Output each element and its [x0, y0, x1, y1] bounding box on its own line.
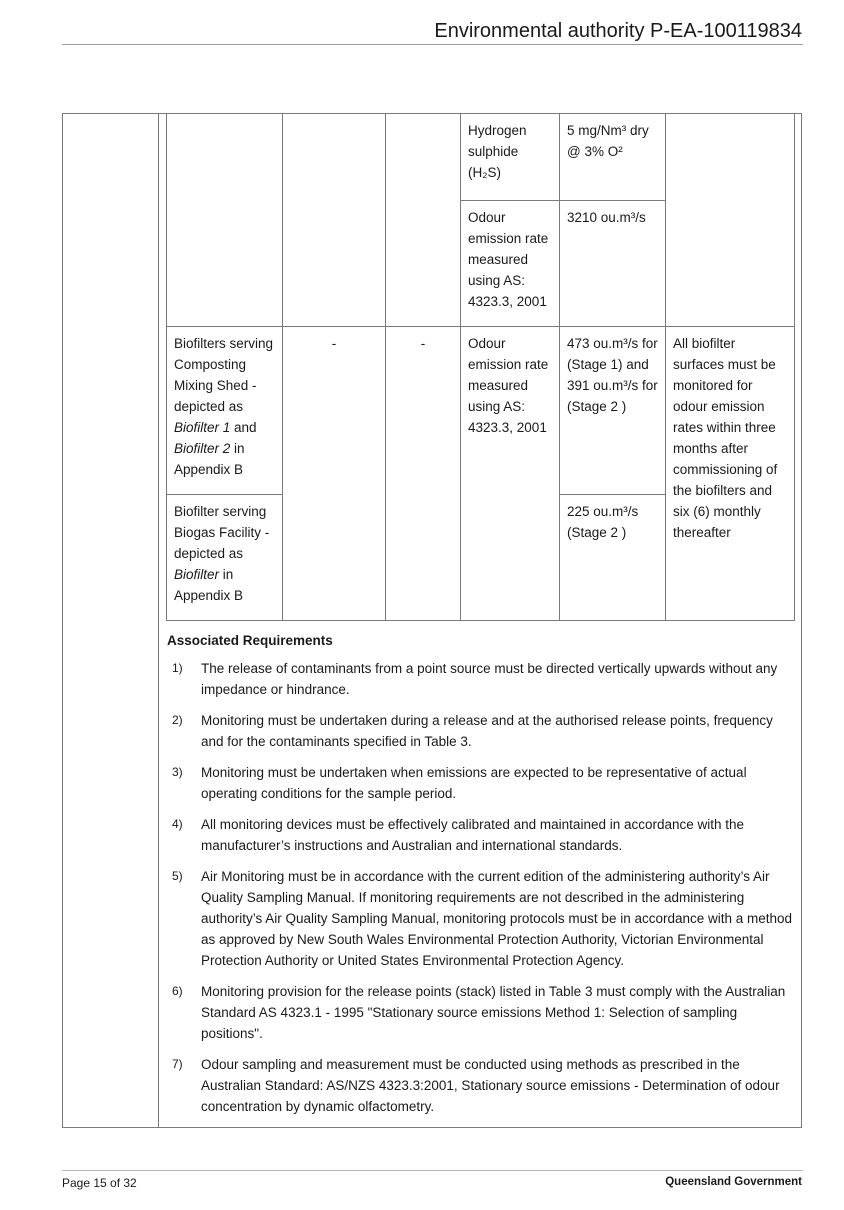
limit-cell: 225 ou.m³/s (Stage 2 ) [560, 494, 666, 620]
list-item: 2) Monitoring must be undertaken during a release and at the authorised release points, frequency and for the contaminants specified in Table 3. [172, 713, 773, 749]
list-item: 3) Monitoring must be undertaken when emissions are expected to be representative of actual operating conditions for the sample period. [172, 765, 747, 801]
biofilter-1-label: Biofilter 1 [174, 419, 231, 435]
list-item: 7) Odour sampling and measurement must be conducted using methods as prescribed in the Australian Standard: AS/NZS 4323.3:2001, Stationary source emissions - Determination of odour concentration by dynamic olfactometry. [172, 1057, 780, 1114]
requirements-list [166, 658, 794, 1117]
footer-divider [62, 1170, 803, 1171]
list-item: 1) The release of contaminants from a point source must be directed vertically upwards without any impedance or hindrance. [172, 661, 778, 697]
substance-cell: Hydrogen sulphide (H₂S) [461, 114, 560, 200]
biofilter-label: Biofilter [174, 566, 220, 582]
list-item: 5) Air Monitoring must be in accordance with the current edition of the administering authority’s Air Quality Sampling Manual. If monitoring requirements are not described in the administering authority’s Air Quality Sampling Manual, monitoring protocols must be in accordance with a method as approved by New South Wales Environmental Protection Authority, Victorian Environmental Protection Authority or United States Environmental Protection Agency. [172, 869, 793, 968]
substance-cell: Odour emission rate measured using AS: 4323.3, 2001 [461, 200, 560, 326]
associated-requirements [166, 633, 794, 1127]
frequency-cell: All biofilter surfaces must be monitored for odour emission rates within three months after commissioning of the biofilters and six (6) monthly thereafter [666, 326, 795, 620]
list-item: 4) All monitoring devices must be effectively calibrated and maintained in accordance with the manufacturer’s instructions and Australian and international standards. [172, 817, 745, 853]
dash-cell: - [386, 326, 461, 620]
header-divider [62, 44, 803, 45]
table-cell-empty [386, 114, 461, 326]
requirements-frame [62, 113, 802, 1128]
table-cell-empty [283, 114, 386, 326]
table-cell-empty [167, 114, 283, 326]
table-row [167, 114, 795, 200]
source-cell: Biofilters serving Composting Mixing Shed - depicted as Biofilter 1 and Biofilter 2 in Appendix B [167, 326, 283, 494]
table-cell-empty [666, 114, 795, 326]
list-item: 6) Monitoring provision for the release points (stack) listed in Table 3 must comply with the Australian Standard AS 4323.1 - 1995 "Stationary source emissions Method 1: Selection of sampling positions". [172, 984, 786, 1041]
dash-cell: - [283, 326, 386, 620]
document-header-title: Environmental authority P-EA-100119834 [434, 20, 802, 42]
frame-column-divider [158, 114, 159, 1127]
limit-cell: 3210 ou.m³/s [560, 200, 666, 326]
organisation-name: Queensland Government [665, 1176, 802, 1188]
biofilter-2-label: Biofilter 2 [174, 440, 231, 456]
table-row [167, 326, 795, 494]
source-cell: Biofilter serving Biogas Facility - depicted as Biofilter in Appendix B [167, 494, 283, 620]
monitoring-table [166, 114, 795, 621]
page-number: Page 15 of 32 [62, 1176, 137, 1190]
section-heading: Associated Requirements [167, 633, 333, 648]
limit-cell: 473 ou.m³/s for (Stage 1) and 391 ou.m³/s for (Stage 2 ) [560, 326, 666, 494]
limit-cell: 5 mg/Nm³ dry @ 3% O² [560, 114, 666, 200]
substance-cell: Odour emission rate measured using AS: 4323.3, 2001 [461, 326, 560, 620]
